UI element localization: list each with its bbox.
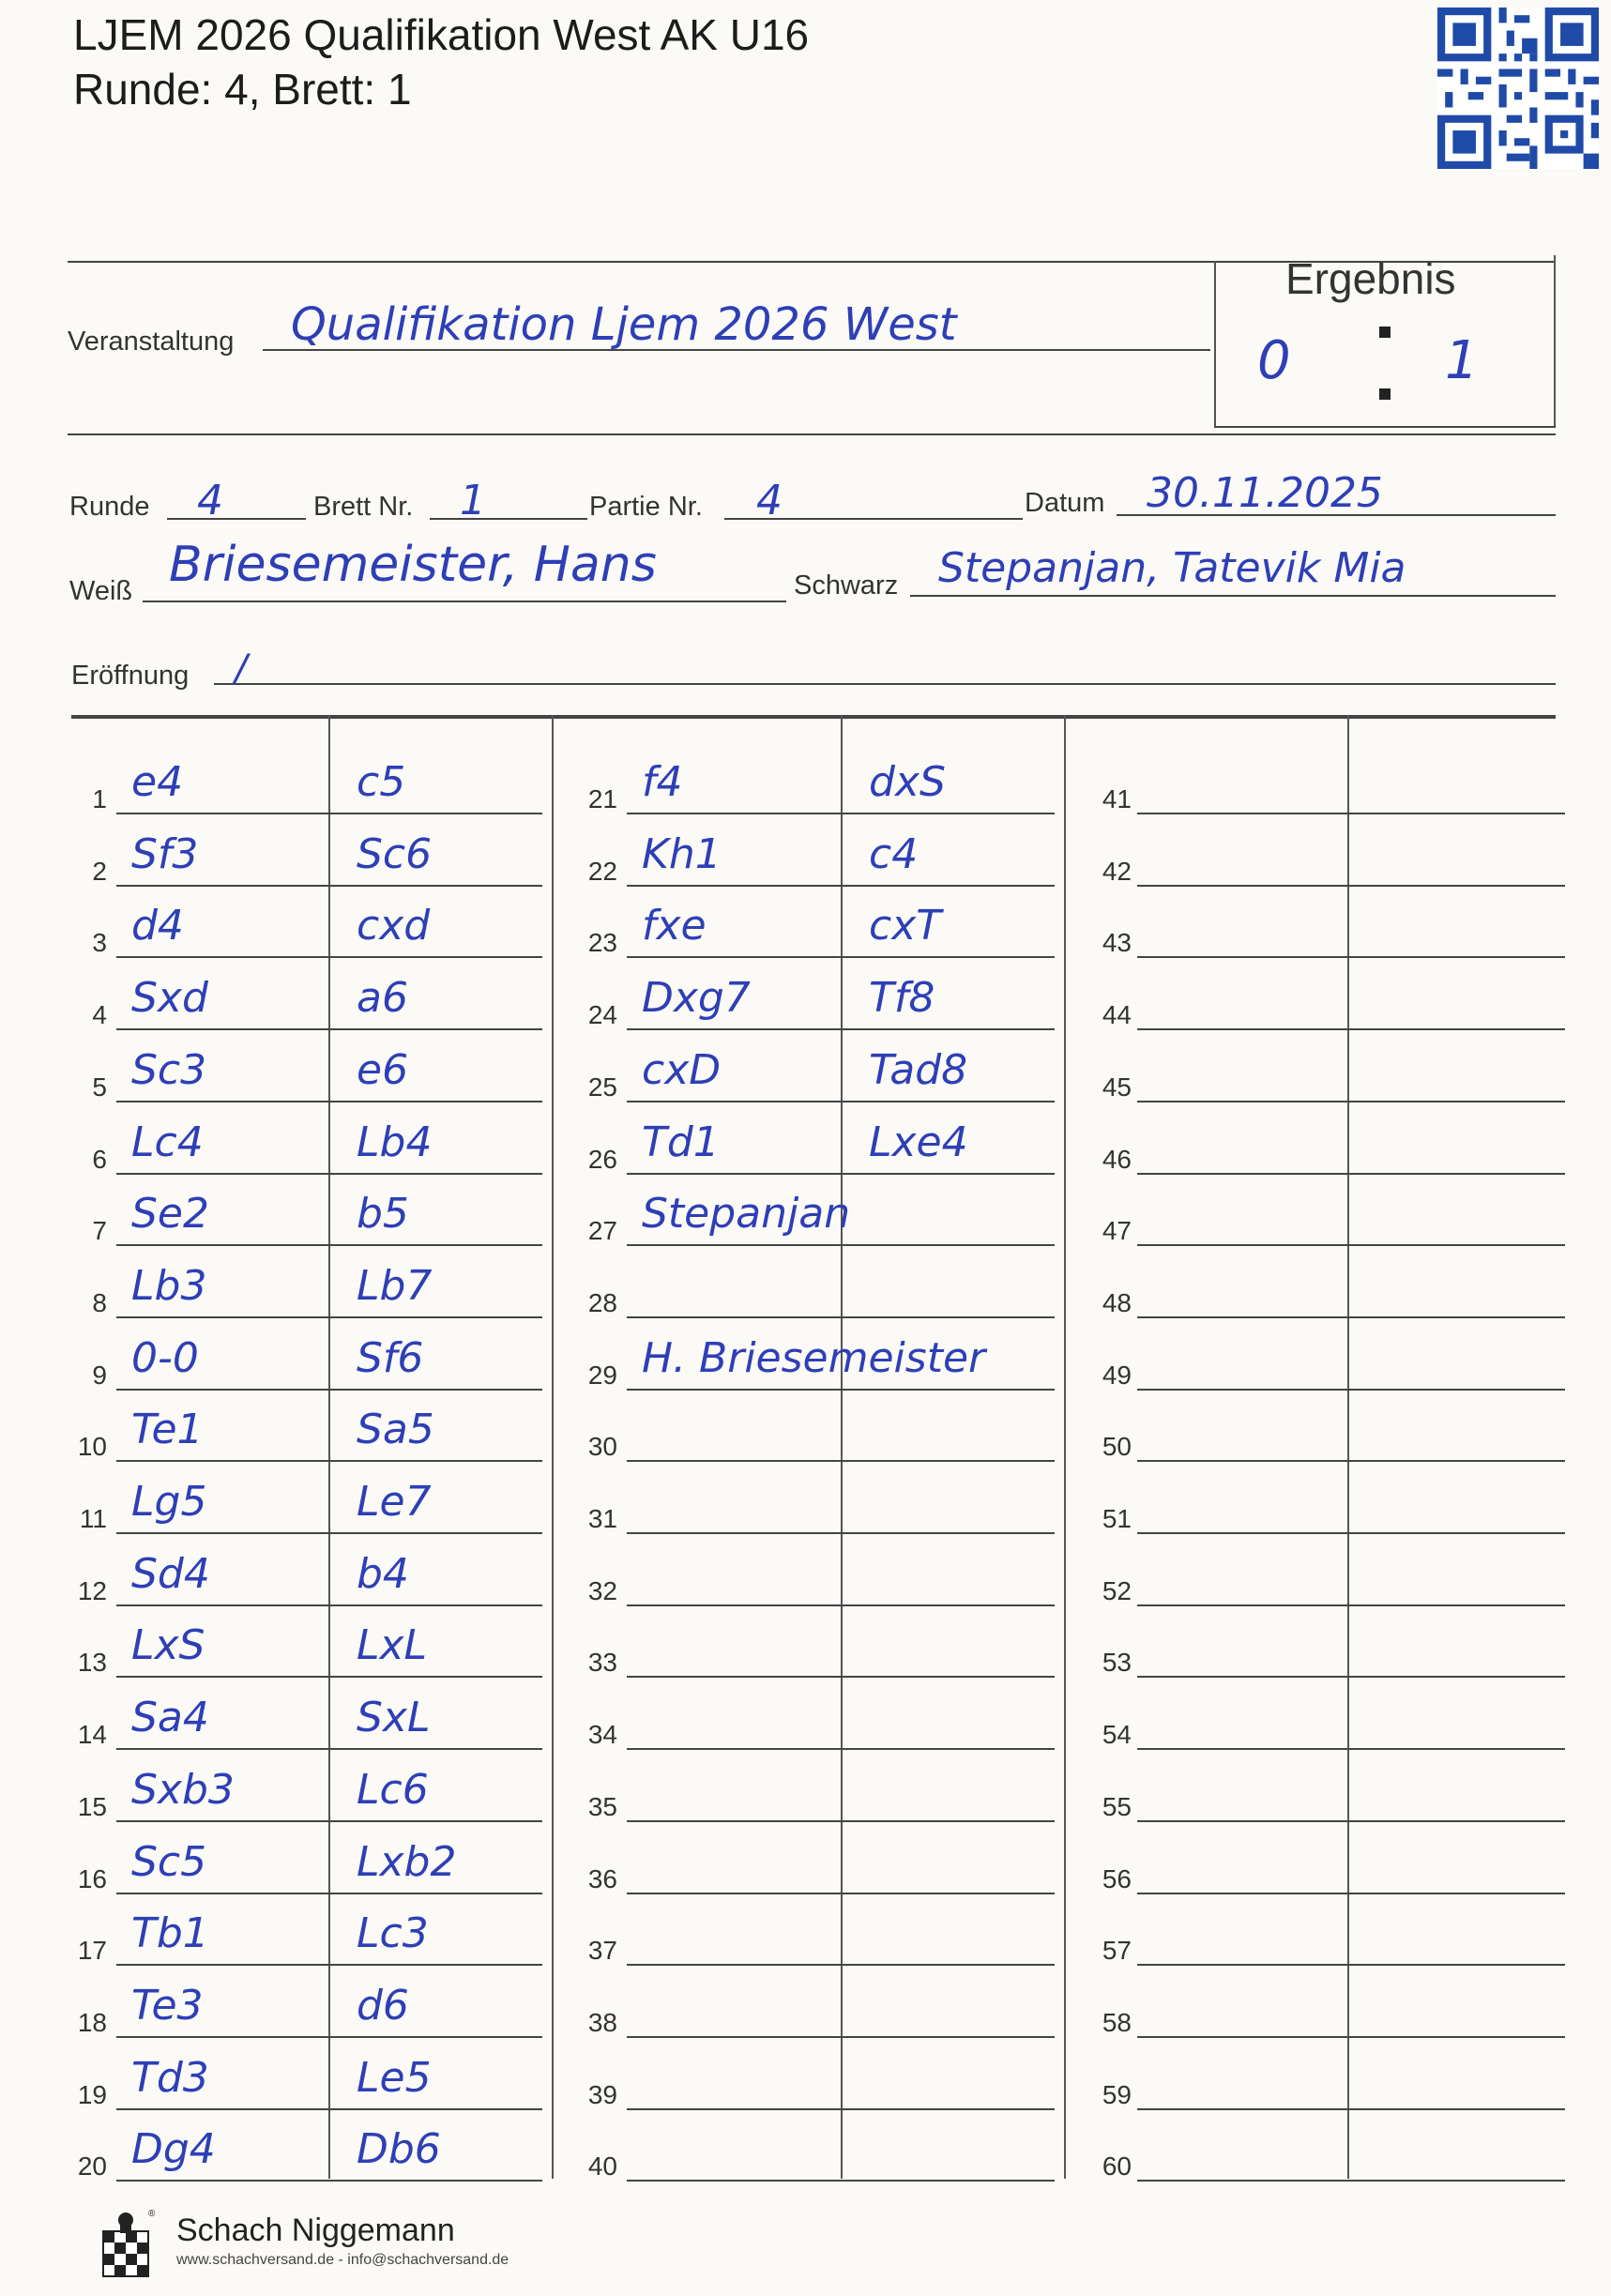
white-move: Lb3 <box>131 1261 207 1310</box>
move-number: 23 <box>587 928 617 958</box>
move-line <box>1137 1244 1565 1246</box>
result-colon-bottom <box>1379 388 1391 400</box>
move-number: 36 <box>587 1863 617 1893</box>
move-line <box>116 956 542 958</box>
move-line <box>1137 1748 1565 1750</box>
move-number: 16 <box>77 1863 107 1893</box>
white-move: 0-0 <box>131 1333 199 1382</box>
move-number: 6 <box>92 1144 107 1174</box>
black-move: Lc3 <box>357 1909 429 1958</box>
move-line <box>627 2180 1055 2182</box>
move-number: 4 <box>92 1000 107 1030</box>
white-move: Dg4 <box>131 2125 216 2174</box>
move-line <box>116 1389 542 1391</box>
move-number: 27 <box>587 1216 617 1246</box>
move-number: 2 <box>92 856 107 886</box>
move-line <box>1137 813 1565 814</box>
move-line <box>1137 1028 1565 1030</box>
move-line <box>1137 1173 1565 1175</box>
move-line <box>627 956 1055 958</box>
move-number: 45 <box>1102 1072 1132 1102</box>
move-line <box>627 1964 1055 1966</box>
move-line <box>627 1028 1055 1030</box>
white-move: Kh1 <box>642 829 722 878</box>
move-number: 1 <box>92 784 107 813</box>
move-number: 51 <box>1102 1504 1132 1533</box>
move-number: 32 <box>587 1575 617 1605</box>
move-line <box>1137 1820 1565 1822</box>
move-line <box>1137 1676 1565 1678</box>
move-line <box>116 1173 542 1175</box>
moves-top-rule <box>71 715 1556 719</box>
move-line <box>627 2036 1055 2038</box>
move-number: 52 <box>1102 1575 1132 1605</box>
black-move: Lxe4 <box>869 1118 968 1166</box>
white-move: Sd4 <box>131 1549 210 1598</box>
move-number: 29 <box>587 1360 617 1390</box>
move-line <box>1137 1389 1565 1391</box>
move-line <box>627 1604 1055 1606</box>
move-number: 60 <box>1102 2152 1132 2182</box>
black-move: c5 <box>357 758 406 806</box>
move-number: 44 <box>1102 1000 1132 1030</box>
opening-line <box>214 683 1556 685</box>
black-move: dxS <box>869 758 946 806</box>
black-move: Tf8 <box>869 974 935 1023</box>
move-number: 7 <box>92 1216 107 1246</box>
black-move: Lxb2 <box>357 1837 457 1886</box>
white-move: e4 <box>131 758 184 806</box>
move-line <box>627 1676 1055 1678</box>
black-move: cxT <box>869 902 942 950</box>
white-move: Dxg7 <box>642 974 751 1023</box>
move-line <box>627 1389 1055 1391</box>
move-line <box>627 1173 1055 1175</box>
move-line <box>1137 1964 1565 1966</box>
white-move: Sc3 <box>131 1045 207 1094</box>
move-line <box>116 1460 542 1462</box>
move-number: 47 <box>1102 1216 1132 1246</box>
move-number: 12 <box>77 1575 107 1605</box>
move-line <box>116 813 542 814</box>
move-number: 10 <box>77 1432 107 1462</box>
black-move: d6 <box>357 1981 409 2030</box>
white-move: Te3 <box>131 1981 204 2030</box>
move-number: 39 <box>587 2079 617 2109</box>
move-number: 8 <box>92 1287 107 1317</box>
result-white: 0 <box>1257 330 1291 391</box>
move-line <box>627 813 1055 814</box>
opening-value: / <box>235 647 248 691</box>
move-number: 58 <box>1102 2007 1132 2037</box>
white-move: Sa4 <box>131 1694 209 1742</box>
move-line <box>116 2036 542 2038</box>
move-line <box>627 1893 1055 1894</box>
move-line <box>116 1820 542 1822</box>
move-number: 50 <box>1102 1432 1132 1462</box>
move-line <box>627 1101 1055 1102</box>
black-move: Le7 <box>357 1478 432 1526</box>
black-move: cxd <box>357 902 431 950</box>
black-move: Db6 <box>357 2125 441 2174</box>
move-line <box>627 1244 1055 1246</box>
date-label: Datum <box>1025 488 1105 518</box>
move-number: 33 <box>587 1648 617 1678</box>
black-label: Schwarz <box>794 570 899 601</box>
move-line <box>116 2180 542 2182</box>
result-box-bottom <box>1214 426 1556 428</box>
move-number: 17 <box>77 1936 107 1966</box>
black-line <box>910 595 1556 597</box>
move-number: 14 <box>77 1720 107 1750</box>
white-move: f4 <box>642 758 683 806</box>
move-line <box>116 1964 542 1966</box>
column-divider <box>841 715 843 2179</box>
white-move: Sf3 <box>131 829 199 878</box>
move-line <box>116 1244 542 1246</box>
move-line <box>116 1101 542 1102</box>
chess-logo-icon <box>92 2205 160 2280</box>
move-line <box>627 1820 1055 1822</box>
event-bottom-rule <box>68 433 1556 435</box>
white-move: H. Briesemeister <box>642 1333 986 1382</box>
move-line <box>627 1748 1055 1750</box>
black-move: b4 <box>357 1549 409 1598</box>
svg-text:®: ® <box>148 2209 156 2219</box>
black-move: e6 <box>357 1045 409 1094</box>
move-number: 28 <box>587 1287 617 1317</box>
move-line <box>1137 1532 1565 1534</box>
footer-contact: www.schachversand.de - info@schachversand.de <box>176 2252 509 2268</box>
move-line <box>116 1532 542 1534</box>
white-move: Sxb3 <box>131 1765 235 1814</box>
move-number: 9 <box>92 1360 107 1390</box>
move-line <box>1137 885 1565 887</box>
move-line <box>1137 2180 1565 2182</box>
move-number: 3 <box>92 928 107 958</box>
result-box-left <box>1214 261 1216 426</box>
move-line <box>627 2108 1055 2110</box>
board-line <box>430 518 587 520</box>
move-number: 25 <box>587 1072 617 1102</box>
white-move: Lc4 <box>131 1118 204 1166</box>
move-line <box>116 1028 542 1030</box>
game-label: Partie Nr. <box>589 492 703 522</box>
title-line-2: Runde: 4, Brett: 1 <box>73 65 412 114</box>
black-move: Le5 <box>357 2053 432 2102</box>
move-number: 59 <box>1102 2079 1132 2109</box>
move-number: 21 <box>587 784 617 813</box>
column-divider <box>328 715 330 2179</box>
white-move: Te1 <box>131 1406 204 1454</box>
black-move: Sc6 <box>357 829 433 878</box>
move-line <box>627 1460 1055 1462</box>
move-number: 42 <box>1102 856 1132 886</box>
move-number: 48 <box>1102 1287 1132 1317</box>
game-value: 4 <box>756 477 783 525</box>
move-number: 20 <box>77 2152 107 2182</box>
black-move: Sf6 <box>357 1333 424 1382</box>
move-line <box>116 1316 542 1318</box>
move-number: 19 <box>77 2079 107 2109</box>
column-divider <box>1347 715 1349 2179</box>
event-label: Veranstaltung <box>68 327 235 357</box>
white-player: Briesemeister, Hans <box>169 537 657 593</box>
move-line <box>116 1604 542 1606</box>
sheet-title <box>73 8 809 116</box>
white-move: LxS <box>131 1621 205 1670</box>
block-divider <box>552 715 554 2179</box>
move-line <box>116 1676 542 1678</box>
move-number: 18 <box>77 2007 107 2037</box>
white-move: Se2 <box>131 1190 209 1239</box>
black-move: LxL <box>357 1621 428 1670</box>
white-move: d4 <box>131 902 184 950</box>
black-move: SxL <box>357 1694 431 1742</box>
footer-brand: Schach Niggemann <box>176 2212 455 2248</box>
result-black: 1 <box>1445 330 1479 391</box>
white-move: Td3 <box>131 2053 209 2102</box>
move-line <box>116 1893 542 1894</box>
date-value: 30.11.2025 <box>1147 469 1383 517</box>
result-label: Ergebnis <box>1285 254 1456 303</box>
move-line <box>116 1748 542 1750</box>
white-label: Weiß <box>69 576 133 606</box>
move-line <box>1137 1604 1565 1606</box>
move-number: 37 <box>587 1936 617 1966</box>
move-number: 30 <box>587 1432 617 1462</box>
black-move: Sa5 <box>357 1406 434 1454</box>
move-line <box>116 2108 542 2110</box>
event-value: Qualifikation Ljem 2026 West <box>291 298 957 351</box>
white-move: Lg5 <box>131 1478 207 1526</box>
white-line <box>143 601 786 602</box>
move-number: 38 <box>587 2007 617 2037</box>
move-number: 43 <box>1102 928 1132 958</box>
move-number: 55 <box>1102 1791 1132 1821</box>
title-line-1: LJEM 2026 Qualifikation West AK U16 <box>73 10 810 59</box>
black-move: c4 <box>869 829 919 878</box>
move-line <box>1137 2108 1565 2110</box>
move-number: 22 <box>587 856 617 886</box>
white-move: Sxd <box>131 974 208 1023</box>
move-number: 56 <box>1102 1863 1132 1893</box>
opening-label: Eröffnung <box>71 661 190 691</box>
white-move: Stepanjan <box>642 1190 851 1239</box>
move-number: 11 <box>79 1504 107 1533</box>
move-number: 15 <box>77 1791 107 1821</box>
qr-code-icon <box>1437 8 1599 169</box>
black-move: Tad8 <box>869 1045 968 1094</box>
block-divider <box>1064 715 1066 2179</box>
round-line <box>167 518 306 520</box>
white-move: cxD <box>642 1045 722 1094</box>
move-line <box>1137 1316 1565 1318</box>
move-line <box>1137 1101 1565 1102</box>
move-number: 13 <box>77 1648 107 1678</box>
white-move: Td1 <box>642 1118 720 1166</box>
white-move: fxe <box>642 902 707 950</box>
black-move: Lc6 <box>357 1765 429 1814</box>
move-number: 26 <box>587 1144 617 1174</box>
result-colon-top <box>1379 327 1391 338</box>
black-move: Lb7 <box>357 1261 433 1310</box>
board-label: Brett Nr. <box>313 492 414 522</box>
black-move: Lb4 <box>357 1118 433 1166</box>
move-number: 41 <box>1102 784 1132 813</box>
round-label: Runde <box>69 492 150 522</box>
move-line <box>627 1532 1055 1534</box>
result-box-right <box>1554 255 1556 427</box>
move-line <box>627 885 1055 887</box>
move-number: 34 <box>587 1720 617 1750</box>
move-line <box>1137 1893 1565 1894</box>
move-number: 57 <box>1102 1936 1132 1966</box>
move-number: 5 <box>92 1072 107 1102</box>
move-line <box>116 885 542 887</box>
board-value: 1 <box>460 477 486 525</box>
white-move: Tb1 <box>131 1909 209 1958</box>
black-move: b5 <box>357 1190 409 1239</box>
move-number: 46 <box>1102 1144 1132 1174</box>
round-value: 4 <box>197 477 223 525</box>
move-number: 35 <box>587 1791 617 1821</box>
move-number: 31 <box>587 1504 617 1533</box>
move-number: 54 <box>1102 1720 1132 1750</box>
move-number: 49 <box>1102 1360 1132 1390</box>
white-move: Sc5 <box>131 1837 207 1886</box>
move-number: 40 <box>587 2152 617 2182</box>
move-number: 53 <box>1102 1648 1132 1678</box>
move-number: 24 <box>587 1000 617 1030</box>
move-line <box>1137 1460 1565 1462</box>
move-line <box>627 1316 1055 1318</box>
black-player: Stepanjan, Tatevik Mia <box>938 544 1406 592</box>
move-line <box>1137 956 1565 958</box>
black-move: a6 <box>357 974 408 1023</box>
move-line <box>1137 2036 1565 2038</box>
